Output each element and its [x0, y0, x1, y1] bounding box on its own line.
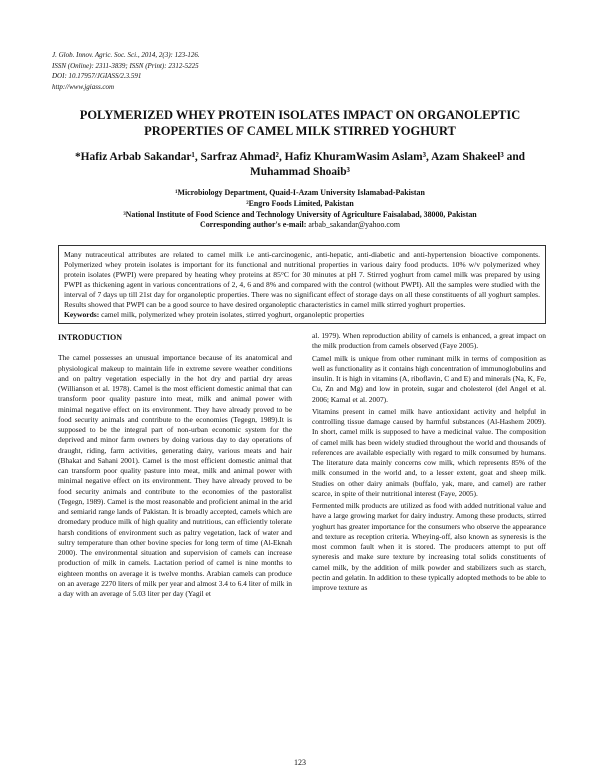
title-line-2: PROPERTIES OF CAMEL MILK STIRRED YOGHURT — [144, 123, 456, 138]
affiliations — [40, 188, 560, 231]
keywords-list: camel milk, polymerized whey protein isolates, stirred yoghurt, organoleptic properties — [101, 310, 365, 320]
title-line-1: POLYMERIZED WHEY PROTEIN ISOLATES IMPACT ON ORGANOLEPTIC — [79, 108, 521, 122]
paragraph: The camel possesses an unusual importance because of its anatomical and physiological makeup to maintain life in extreme severe weather conditions and on paltry vegetation especially in the hot dry and partial dry areas (Willianson et al. 1978). Camel is the most efficient domestic animal that can transform poor quality pasture into meat, milk and animal power with minimal negative effect on its environment. They have already proved to be food security animals and contribute to the economies (Tegegn, 1989).It is supposed to be the integral part of non-urban economic system for the deprived and minor farm owners by doing various day to day operations of draught, riding, farm activities, generating dairy, various meats and hair (Bhakat and Sahani 2001). Camel is the most efficient domestic animal that can transform poor quality pasture into meat, milk and animal power with minimal negative effect on its environment. They have already proved to be food security animals and contribute to the economies of the pastoralist (Tegegn, 1989). Camel is the most reasonable and proficient animal in the arid and semiarid range lands of Pakistan. It is broadly accepted, camels which are dromedary produce milk of high quality and nutritious, can efficiently tolerate harsh conditions of environment such as paltry vegetation, lack of water and sultry temperature than other bovine species for long term of time (Al-Eknah 2000). The environmental situation and supervision of camels can increase production of milk in camels. Lactation period of camel is nine months to eighteen months on average it is twelve months. Arabian camels can produce on an average 2270 liters of milk per year and almost 3.4 to 6.4 liter of milk in a day with an average of 5.03 liter per day (Yagil et — [58, 353, 292, 598]
corresponding-author — [40, 220, 560, 231]
corresponding-email[interactable]: arbab_sakandar@yahoo.com — [308, 220, 400, 230]
keywords-label: Keywords: — [64, 310, 100, 320]
journal-citation — [52, 50, 200, 92]
abstract-box — [58, 245, 546, 324]
paragraph: Camel milk is unique from other ruminant milk in terms of composition as well as functionality as it contains high concentration of immunoglobulins and insulin. It is high in vitamins (A, riboflavin, C and E) and minerals (Na, K, Fe, Cu, Zn and Mg) and low in protein, sugar and cholesterol (del Angel et al. 2006; Kamal et al. 2007). — [312, 353, 546, 404]
paper-title — [40, 108, 560, 139]
abstract-text: Many nutraceutical attributes are related to camel milk i.e anti-carcinogenic, anti-hepatic, anti-diabetic and anti-hypertension bioactive components. Polymerized whey protein isolates is important for its functional and nutritional properties in various dairy food products. 10% w/v polymerized whey protein isolates (PWPI) were prepared by heating whey proteins at 85°C for 30 minutes at pH 7. Stirred yoghurt from camel milk was prepared by using PWPI as thickening agent in various concentrations of 2, 4, 6 and 8% and compared with the control (without PWPI). All the samples were studied with the interval of 7 days up till 21st day for organoleptic properties. There was no significant effect of storage days on all these constituents of all yoghurt samples. Results showed that PWPI can be a good source to have desired organoleptic characteristics in camel milk stirred yoghurt properties. — [64, 250, 540, 310]
paragraph: Fermented milk products are utilized as food with added nutritional value and have a large growing market for dairy industry. Among these products, stirred yoghurt has greater importance for the consumers who observe the appearance and texture as reception criteria. Wheying-off, also known as syneresis is the most common fault when it is stored. The producers attempt to put off syneresis and make sure texture by increasing total solids constituents of camel milk, by the addition of milk powder and stabilizers such as starch, pectin and gelatin. In addition to these typically adopted methods to be able to improve texture as — [312, 501, 546, 592]
keywords — [64, 310, 540, 320]
right-column — [312, 331, 546, 595]
journal-url[interactable]: http://www.jgiass.com — [52, 82, 115, 91]
introduction-heading: INTRODUCTION — [58, 333, 123, 342]
authors-line-2: Muhammad Shoaib³ — [250, 166, 350, 178]
left-column — [58, 333, 292, 601]
page-number: 123 — [294, 758, 306, 767]
paragraph: al. 1979). When reproduction ability of camels is enhanced, a great impact on the milk production from camels observed (Faye 2005). — [312, 331, 546, 351]
journal-line: J. Glob. Innov. Agric. Soc. Sci., 2014, 2(3): 123-126. — [52, 51, 200, 59]
corresponding-label: Corresponding author's e-mail: — [200, 220, 307, 230]
journal-issn: ISSN (Online): 2311-3839; ISSN (Print): 2312-5225 — [52, 61, 199, 70]
affiliation-1: ¹Microbiology Department, Quaid-I-Azam University Islamabad-Pakistan — [175, 188, 425, 197]
affiliation-2: ²Engro Foods Limited, Pakistan — [246, 198, 354, 208]
journal-doi: DOI: 10.17957/JGIASS/2.3.591 — [52, 72, 142, 80]
authors-line-1: *Hafiz Arbab Sakandar¹, Sarfraz Ahmad², Hafiz KhuramWasim Aslam³, Azam Shakeel³ and — [74, 151, 526, 163]
affiliation-3: ³National Institute of Food Science and Technology University of Agriculture Faisalabad, 38000, Pakistan — [123, 209, 477, 219]
paragraph: Vitamins present in camel milk have antioxidant activity and helpful in controlling tissue damage caused by harmful substances (Al-Hashem 2009). In short, camel milk is supposed to have a medicinal value. The composition of camel milk has been widely studied throughout the world and thousands of references are available especially with regard to milk consumed by humans. The literature data mainly concerns cow milk, which represents 85% of the milk consumed in the world and, to a lesser extent, goat and sheep milk. Studies on other dairy animals (buffalo, yak, mare, and camel) are rather scarce, in spite of their nutritional interest (Faye, 2005). — [312, 406, 546, 498]
author-list — [50, 150, 550, 180]
